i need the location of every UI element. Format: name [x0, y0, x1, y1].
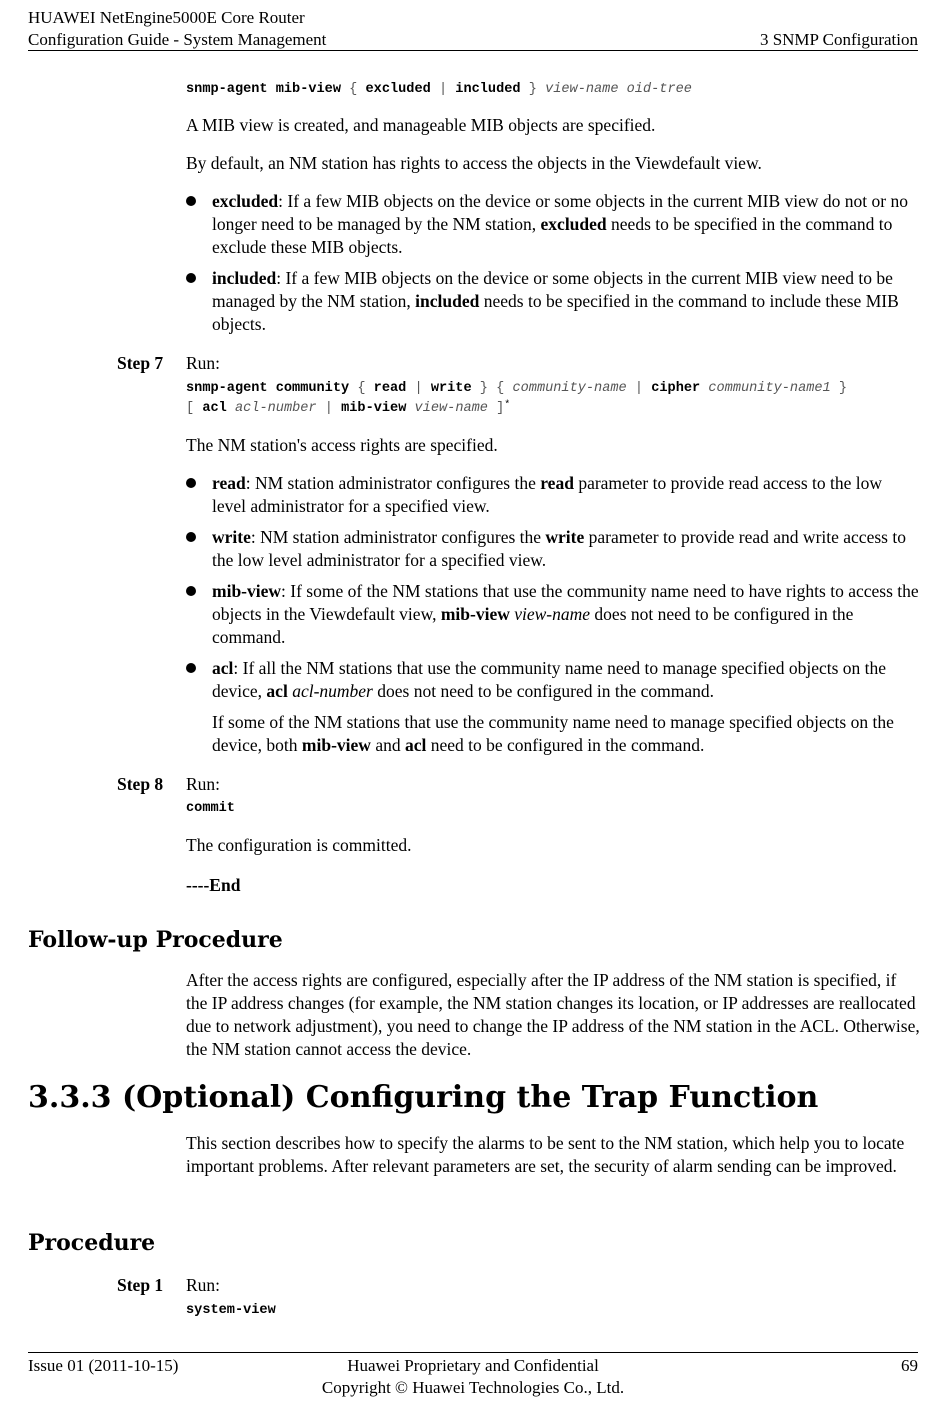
header-guide: Configuration Guide - System Management	[28, 30, 327, 49]
list-item-included: included: If a few MIB objects on the device or some objects in the current MIB view need to be managed by the NM station, included needs to be specified in the command to include these MIB objects.	[186, 267, 920, 337]
paragraph-follow-up: After the access rights are configured, especially after the IP address of the NM station is specified, if the IP address changes (for example, the NM station changes its location, or IP addresses are reallocated due to network adjustment), you need to change the IP address of the NM station in the ACL. Otherwise, the NM station cannot access the device.	[186, 970, 920, 1059]
footer-issue: Issue 01 (2011-10-15)	[28, 1356, 179, 1375]
command-community-line1: snmp-agent community { read | write } { community-name | cipher community-name1 }	[186, 381, 848, 396]
step-7	[117, 352, 221, 375]
list-item-read: read: NM station administrator configures the read parameter to provide read access to the low level administrator for a specified view.	[186, 472, 920, 518]
paragraph-acl-both: If some of the NM stations that use the community name need to manage specified objects on the device, both mib-view and acl need to be configured in the command.	[212, 712, 894, 755]
command-commit: commit	[186, 801, 235, 816]
end-marker: ----End	[186, 875, 241, 895]
list-item-excluded: excluded: If a few MIB objects on the device or some objects in the current MIB view do not or no longer need to be managed by the NM station, excluded needs to be specified in the command to exclude these MIB objects.	[186, 190, 920, 260]
header-product: HUAWEI NetEngine5000E Core Router	[28, 8, 305, 27]
step-1	[117, 1274, 221, 1297]
command-system-view: system-view	[186, 1303, 276, 1318]
command-mib-view: snmp-agent mib-view { excluded | included } view-name oid-tree	[186, 82, 692, 97]
heading-procedure: Procedure	[28, 1230, 156, 1256]
bullet-dot	[186, 273, 196, 283]
list-item-write: write: NM station administrator configures the write parameter to provide read and write access to the low level administrator for a specified view.	[186, 526, 920, 572]
footer-copyright: Copyright © Huawei Technologies Co., Ltd.	[321, 1378, 625, 1397]
bullet-dot	[186, 663, 196, 673]
list-item-mib-view: mib-view: If some of the NM stations that use the community name need to have rights to access the objects in the Viewdefault view, mib-view view-name does not need to be configured in the command.	[186, 580, 920, 650]
bullet-dot	[186, 196, 196, 206]
paragraph-access-rights: The NM station's access rights are specified.	[186, 435, 498, 455]
step-8	[117, 773, 221, 796]
paragraph-committed: The configuration is committed.	[186, 835, 412, 855]
paragraph-section-intro: This section describes how to specify the alarms to be sent to the NM station, which help you to locate important problems. After relevant parameters are set, the security of alarm sending can be improved.	[186, 1133, 905, 1176]
page-footer	[28, 1352, 918, 1403]
heading-follow-up-procedure: Follow-up Procedure	[28, 927, 283, 953]
bullet-dot	[186, 532, 196, 542]
paragraph-default-rights: By default, an NM station has rights to access the objects in the Viewdefault view.	[186, 153, 762, 173]
bullet-dot	[186, 586, 196, 596]
heading-section-3-3-3: 3.3.3 (Optional) Configuring the Trap Function	[28, 1080, 819, 1115]
list-item-acl: acl: If all the NM stations that use the community name need to manage specified objects on the device, acl acl-number does not need to be configured in the command.	[186, 657, 920, 703]
step-run-text: Run:	[186, 1275, 221, 1295]
bullet-dot	[186, 478, 196, 488]
header-chapter: 3 SNMP Configuration	[759, 30, 918, 49]
step-label: Step 7	[117, 353, 164, 373]
paragraph-mib-view-created: A MIB view is created, and manageable MIB objects are specified.	[186, 115, 656, 135]
footer-proprietary: Huawei Proprietary and Confidential	[347, 1356, 599, 1375]
step-run-text: Run:	[186, 774, 221, 794]
command-community-line2: [ acl acl-number | mib-view view-name ]*	[186, 400, 511, 416]
footer-page-number: 69	[901, 1356, 918, 1375]
page-header	[28, 4, 918, 51]
step-label: Step 8	[117, 774, 164, 794]
step-label: Step 1	[117, 1275, 164, 1295]
step-run-text: Run:	[186, 353, 221, 373]
